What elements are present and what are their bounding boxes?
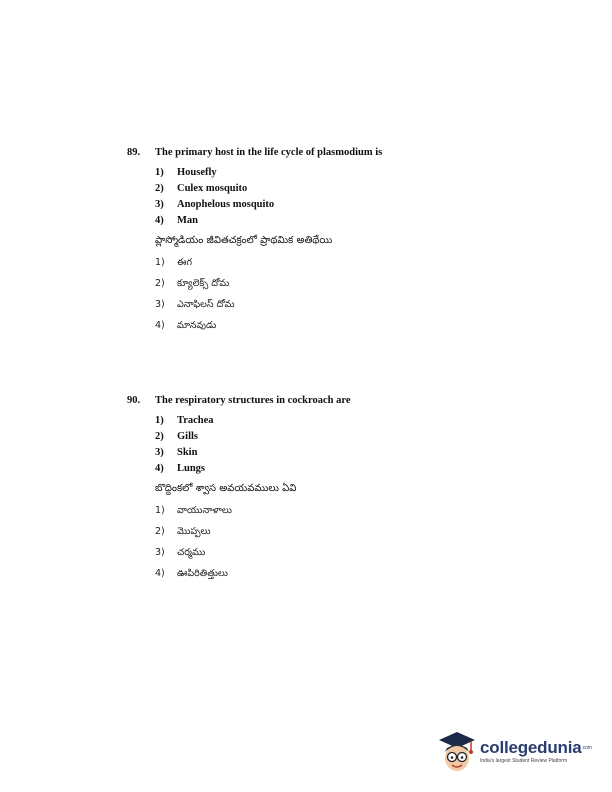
- option-1: [155, 413, 567, 429]
- option-text: Skin: [177, 447, 198, 458]
- telugu-options: [155, 503, 567, 587]
- option-text: వాయునాళాలు: [177, 505, 232, 516]
- option-text: Gills: [177, 431, 199, 442]
- option-3: [155, 197, 567, 213]
- option-text: మానవుడు: [177, 320, 217, 331]
- telugu-option-3: [155, 297, 567, 318]
- telugu-option-1: [155, 255, 567, 276]
- telugu-option-4: [155, 318, 567, 339]
- option-number: 1): [155, 167, 164, 178]
- option-2: [155, 181, 567, 197]
- option-text: Man: [177, 215, 198, 226]
- option-text: ఎనాఫిలస్ దోమ: [177, 299, 235, 310]
- telugu-question-text: బొద్దింకలో శ్వాస అవయవములు ఏవి: [155, 483, 297, 494]
- collegedunia-logo: [437, 728, 597, 776]
- option-number: 4): [155, 320, 165, 331]
- option-text: Trachea: [177, 415, 214, 426]
- question-89: [127, 146, 567, 339]
- telugu-option-2: [155, 524, 567, 545]
- option-4: [155, 213, 567, 229]
- option-text: Housefly: [177, 167, 217, 178]
- option-number: 3): [155, 547, 165, 558]
- telugu-option-3: [155, 545, 567, 566]
- option-4: [155, 461, 567, 477]
- option-number: 3): [155, 199, 164, 210]
- question-90: [127, 394, 567, 587]
- option-text: చర్మము: [177, 547, 206, 558]
- option-2: [155, 429, 567, 445]
- telugu-question-text: ప్లాస్మోడియం జీవితచక్రంలో ప్రాథమిక అతిథేయి: [155, 235, 333, 246]
- brand-text: [480, 739, 592, 765]
- option-text: మొప్పలు: [177, 526, 211, 537]
- option-number: 3): [155, 299, 165, 310]
- telugu-options: [155, 255, 567, 339]
- brand-tagline: India's largest Student Review Platform: [480, 758, 568, 764]
- question-number: 90.: [127, 395, 141, 406]
- option-number: 1): [155, 257, 165, 268]
- question-heading: [127, 146, 567, 160]
- brand-tld: .com: [581, 745, 592, 751]
- option-3: [155, 445, 567, 461]
- option-number: 1): [155, 505, 165, 516]
- telugu-option-1: [155, 503, 567, 524]
- brand-name-text: collegedunia: [480, 738, 582, 757]
- option-text: Anophelous mosquito: [177, 199, 275, 210]
- option-1: [155, 165, 567, 181]
- option-text: Lungs: [177, 463, 206, 474]
- option-number: 4): [155, 568, 165, 579]
- option-number: 2): [155, 278, 165, 289]
- english-options: [155, 413, 567, 477]
- option-text: ఈగ: [177, 257, 192, 268]
- option-number: 4): [155, 463, 164, 474]
- telugu-option-4: [155, 566, 567, 587]
- option-number: 3): [155, 447, 164, 458]
- option-number: 2): [155, 431, 164, 442]
- option-number: 2): [155, 526, 165, 537]
- option-number: 1): [155, 415, 164, 426]
- question-number: 89.: [127, 147, 141, 158]
- option-text: Culex mosquito: [177, 183, 248, 194]
- option-text: ఊపిరితిత్తులు: [177, 568, 228, 579]
- question-text: The respiratory structures in cockroach are: [155, 395, 351, 406]
- telugu-option-2: [155, 276, 567, 297]
- option-number: 2): [155, 183, 164, 194]
- option-text: క్యూలెక్స్ దోమ: [177, 278, 230, 289]
- question-text: The primary host in the life cycle of plasmodium is: [155, 147, 383, 158]
- option-number: 4): [155, 215, 164, 226]
- brand-name: [480, 739, 592, 757]
- graduate-mascot-icon: [437, 730, 477, 774]
- english-options: [155, 165, 567, 229]
- question-heading: [127, 394, 567, 408]
